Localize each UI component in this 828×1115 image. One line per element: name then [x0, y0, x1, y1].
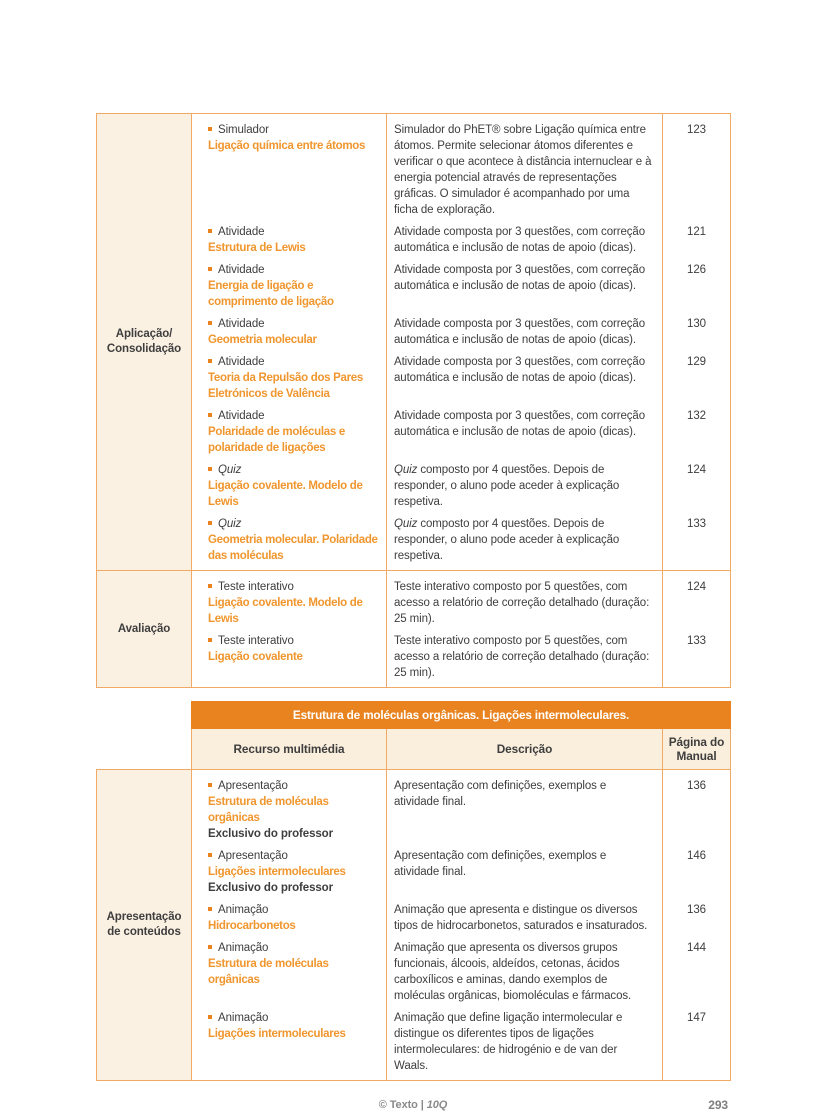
resource-title: Energia de ligação e comprimento de ligação [208, 280, 334, 308]
imprint [96, 1097, 730, 1113]
description-cell: Apresentação com definições, exemplos e atividade final. [387, 848, 663, 902]
table-row [97, 940, 731, 1010]
resource-type-label: Atividade [218, 318, 265, 330]
description-cell: Atividade composta por 3 questões, com correção automática e inclusão de notas de apoio (dicas). [387, 224, 663, 262]
resources-table-estrutura-moleculas [96, 701, 731, 1081]
manual-page-number: 121 [663, 224, 731, 262]
page-content [96, 0, 730, 1115]
manual-page-number: 133 [663, 633, 731, 688]
description-cell: Atividade composta por 3 questões, com correção automática e inclusão de notas de apoio (dicas). [387, 354, 663, 408]
table-title-row [97, 702, 731, 729]
resource-title: Ligação química entre átomos [208, 140, 366, 152]
manual-page-number: 126 [663, 262, 731, 316]
table-row [97, 571, 731, 634]
resource-type-label: Apresentação [218, 780, 288, 792]
resource-type [218, 462, 380, 478]
resource-cell [192, 316, 387, 354]
manual-page-number: 123 [663, 114, 731, 225]
bullet-icon [208, 359, 212, 363]
bullet-icon [208, 229, 212, 233]
description-lead: Quiz [394, 464, 418, 476]
description-cell: Atividade composta por 3 questões, com correção automática e inclusão de notas de apoio (dicas). [387, 408, 663, 462]
manual-page-number: 124 [663, 462, 731, 516]
resource-cell [192, 940, 387, 1010]
bullet-icon [208, 783, 212, 787]
resource-type [218, 1010, 380, 1026]
table-row [97, 262, 731, 316]
table-row [97, 902, 731, 940]
description-cell: Quiz composto por 4 questões. Depois de responder, o aluno pode aceder à explicação respetiva. [387, 516, 663, 571]
resource-title: Ligação covalente. Modelo de Lewis [208, 480, 363, 508]
resource-title: Ligação covalente [208, 651, 303, 663]
col-header-descricao: Descrição [387, 729, 663, 770]
table-title: Estrutura de moléculas orgânicas. Ligações intermoleculares. [192, 702, 731, 729]
resource-title: Polaridade de moléculas e polaridade de ligações [208, 426, 345, 454]
resource-type [218, 224, 380, 240]
resource-type [218, 354, 380, 370]
bullet-icon [208, 584, 212, 588]
resource-title: Estrutura de moléculas orgânicas [208, 958, 329, 986]
bullet-icon [208, 413, 212, 417]
description-cell: Atividade composta por 3 questões, com correção automática e inclusão de notas de apoio (dicas). [387, 316, 663, 354]
resource-note: Exclusivo do professor [208, 882, 333, 894]
resource-title: Ligações intermoleculares [208, 1028, 346, 1040]
section-label-cell: Apresentação de conteúdos [97, 770, 192, 1081]
resource-title: Geometria molecular. Polaridade das moléculas [208, 534, 378, 562]
table-row [97, 516, 731, 571]
col-header-pagina: Página do Manual [663, 729, 731, 770]
resource-cell [192, 462, 387, 516]
description-cell: Animação que define ligação intermolecular e distingue os diferentes tipos de ligações intermoleculares: de hidrogénio e de van der Waals. [387, 1010, 663, 1081]
manual-page-number: 130 [663, 316, 731, 354]
bullet-icon [208, 907, 212, 911]
resource-cell [192, 571, 387, 634]
resource-cell [192, 770, 387, 849]
table-row [97, 848, 731, 902]
imprint-edition: 10Q [426, 1099, 448, 1111]
manual-page-number: 136 [663, 770, 731, 849]
manual-page-number: 146 [663, 848, 731, 902]
resource-title: Estrutura de moléculas orgânicas [208, 796, 329, 824]
resource-cell [192, 516, 387, 571]
bullet-icon [208, 853, 212, 857]
table-row [97, 316, 731, 354]
resource-type [218, 408, 380, 424]
resource-type-label: Quiz [218, 518, 242, 530]
bullet-icon [208, 267, 212, 271]
resource-cell [192, 902, 387, 940]
resource-type-label: Animação [218, 942, 269, 954]
bullet-icon [208, 321, 212, 325]
resources-table-aplicacao-avaliacao [96, 113, 731, 688]
description-cell: Atividade composta por 3 questões, com correção automática e inclusão de notas de apoio (dicas). [387, 262, 663, 316]
resource-type [218, 122, 380, 138]
resource-title: Geometria molecular [208, 334, 317, 346]
manual-page-number: 133 [663, 516, 731, 571]
manual-page-number: 129 [663, 354, 731, 408]
resource-cell [192, 354, 387, 408]
bullet-icon [208, 1015, 212, 1019]
resource-note: Exclusivo do professor [208, 828, 333, 840]
section-label-cell: Aplicação/ Consolidação [97, 114, 192, 571]
resource-cell [192, 262, 387, 316]
section-label-cell: Avaliação [97, 571, 192, 688]
resource-type-label: Simulador [218, 124, 269, 136]
table-row [97, 408, 731, 462]
bullet-icon [208, 467, 212, 471]
resource-type [218, 633, 380, 649]
resource-cell [192, 224, 387, 262]
manual-page-number: 147 [663, 1010, 731, 1081]
resource-title: Hidrocarbonetos [208, 920, 296, 932]
resource-cell [192, 633, 387, 688]
resource-type-label: Quiz [218, 464, 242, 476]
table-row [97, 354, 731, 408]
page-footer [96, 1097, 730, 1115]
resource-type [218, 579, 380, 595]
table-row [97, 114, 731, 225]
resource-type-label: Teste interativo [218, 635, 294, 647]
manual-page-number: 144 [663, 940, 731, 1010]
manual-page-number: 132 [663, 408, 731, 462]
header-spacer [97, 702, 192, 770]
resource-cell [192, 1010, 387, 1081]
table-row [97, 633, 731, 688]
resource-type [218, 316, 380, 332]
resource-type-label: Teste interativo [218, 581, 294, 593]
table-row [97, 224, 731, 262]
resource-cell [192, 408, 387, 462]
resource-type [218, 262, 380, 278]
table-header-row [97, 729, 731, 770]
imprint-text: © Texto | [378, 1099, 424, 1111]
resource-type [218, 940, 380, 956]
resource-cell [192, 848, 387, 902]
manual-page-number: 136 [663, 902, 731, 940]
resource-title: Ligações intermoleculares [208, 866, 346, 878]
resource-type [218, 778, 380, 794]
description-cell: Animação que apresenta e distingue os diversos tipos de hidrocarbonetos, saturados e insaturados. [387, 902, 663, 940]
table-row [97, 1010, 731, 1081]
resource-type-label: Atividade [218, 226, 265, 238]
bullet-icon [208, 521, 212, 525]
description-cell: Quiz composto por 4 questões. Depois de responder, o aluno pode aceder à explicação respetiva. [387, 462, 663, 516]
bullet-icon [208, 127, 212, 131]
description-cell: Teste interativo composto por 5 questões, com acesso a relatório de correção detalhado (duração: 25 min). [387, 633, 663, 688]
table-row [97, 462, 731, 516]
description-cell: Teste interativo composto por 5 questões, com acesso a relatório de correção detalhado (duração: 25 min). [387, 571, 663, 634]
description-cell: Animação que apresenta os diversos grupos funcionais, álcoois, aldeídos, cetonas, ácidos carboxílicos e aminas, dando exemplos de moléculas orgânicas, biomoléculas e fármacos. [387, 940, 663, 1010]
col-header-recurso: Recurso multimédia [192, 729, 387, 770]
resource-type [218, 516, 380, 532]
resource-type-label: Atividade [218, 410, 265, 422]
description-cell: Simulador do PhET® sobre Ligação química entre átomos. Permite selecionar átomos diferentes e verificar o que acontece à distância internuclear e à energia potencial através de representações gráficas. O simulador é acompanhado por uma ficha de exploração. [387, 114, 663, 225]
description-cell: Apresentação com definições, exemplos e atividade final. [387, 770, 663, 849]
resource-type-label: Atividade [218, 356, 265, 368]
tables-container [96, 113, 730, 1081]
resource-type-label: Atividade [218, 264, 265, 276]
description-lead: Quiz [394, 518, 418, 530]
manual-page-number: 124 [663, 571, 731, 634]
resource-title: Teoria da Repulsão dos Pares Eletrónicos de Valência [208, 372, 363, 400]
resource-type [218, 902, 380, 918]
resource-type-label: Animação [218, 1012, 269, 1024]
resource-type-label: Apresentação [218, 850, 288, 862]
bullet-icon [208, 945, 212, 949]
resource-cell [192, 114, 387, 225]
resource-title: Ligação covalente. Modelo de Lewis [208, 597, 363, 625]
table-row [97, 770, 731, 849]
resource-title: Estrutura de Lewis [208, 242, 306, 254]
page-number: 293 [708, 1098, 728, 1112]
bullet-icon [208, 638, 212, 642]
resource-type-label: Animação [218, 904, 269, 916]
resource-type [218, 848, 380, 864]
